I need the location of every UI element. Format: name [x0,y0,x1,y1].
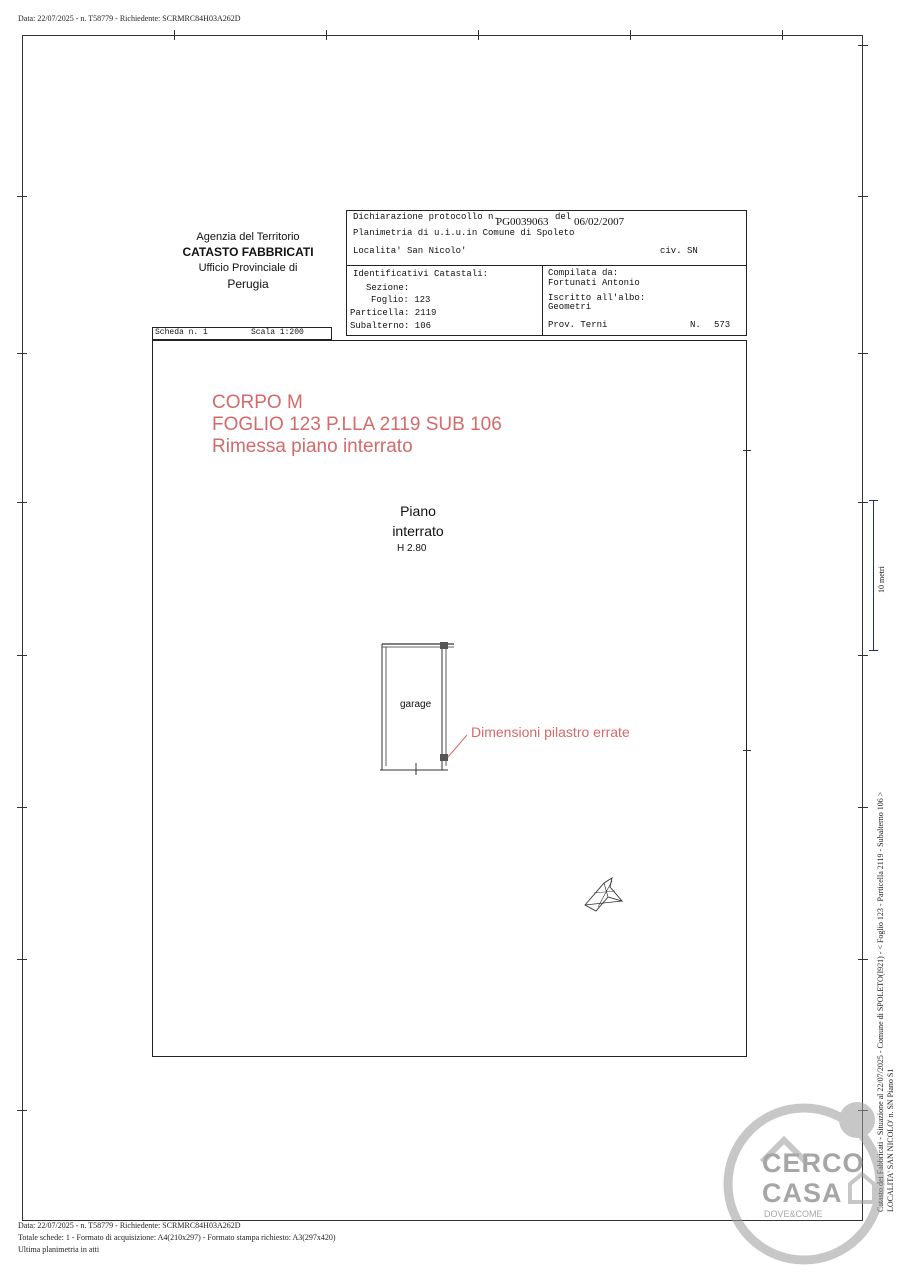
plan-red-title [212,392,502,458]
tick-right-6 [858,807,868,808]
footer-request-line: Data: 22/07/2025 - n. T58779 - Richiedente: SCRMRC84H03A262D [18,1221,241,1230]
plan-tick-right-2 [743,750,751,751]
scale-bar-label: 10 metri [877,566,886,593]
albo-value: Geometri [548,302,592,312]
tick-right-4 [858,502,868,503]
footer-format-line: Totale schede: 1 - Formato di acquisizione: A4(210x297) - Formato stampa richiesto: A3(297x420) [18,1233,336,1242]
corpo-label: CORPO M [212,392,303,413]
compilata-label: Compilata da: [548,268,619,278]
agency-name: Agenzia del Territorio [196,231,300,243]
tick-left-7 [17,1110,27,1111]
rimessa-label: Rimessa piano interrato [212,436,413,457]
tick-left-5 [17,807,27,808]
provincia: Prov. Terni [548,320,608,330]
interrato-word: interrato [392,523,444,539]
scheda-number: Scheda n. 1 [155,328,208,337]
tick-right-3 [858,353,868,354]
watermark-word-casa: CASA [762,1178,843,1208]
foglio: Foglio: 123 [371,295,431,305]
ufficio-label: Ufficio Provinciale di [198,262,298,274]
scala: Scala 1:200 [251,328,304,337]
plan-tick-right [743,450,751,451]
tick-left-6 [17,959,27,960]
albo-n-label: N. [690,320,701,330]
tick-top-1 [174,30,175,40]
civico: civ. SN [660,246,698,256]
catasto-title: CATASTO FABBRICATI [182,245,314,259]
watermark-word-cerco: CERCO [762,1148,865,1178]
declaration-vdivider [542,265,543,336]
planimetria-line: Planimetria di u.i.u.in Comune di Spoleto [353,228,575,238]
particella: Particella: 2119 [350,308,437,318]
protocol-label: Dichiarazione protocollo n. [353,212,499,222]
iscritto-label: Iscritto all'albo: [548,293,646,303]
subalterno: Subalterno: 106 [350,321,432,331]
piano-word: Piano [400,503,436,519]
tick-right-1 [858,45,868,46]
tick-right-5 [858,655,868,656]
frame-top [22,35,862,36]
ufficio-city: Perugia [227,277,269,291]
tick-right-7 [858,959,868,960]
header-request-line: Data: 22/07/2025 - n. T58779 - Richiedente: SCRMRC84H03A262D [18,14,241,23]
tick-right-2 [858,196,868,197]
protocol-number: PG0039063 [496,216,549,228]
frame-right [862,35,863,1220]
tick-left-3 [17,502,27,503]
protocol-date: 06/02/2007 [574,216,625,228]
agency-block [148,230,348,293]
scale-bar-bottom [869,650,878,651]
frame-left [22,35,23,1220]
tick-top-3 [478,30,479,40]
localita-line: Localita' San Nicolo' [353,246,467,256]
declaration-divider [346,265,747,266]
footer-last-plan-line: Ultima planimetria in atti [18,1245,100,1254]
pillar-annotation: Dimensioni pilastro errate [471,724,630,740]
height-label: H 2.80 [397,543,427,554]
identificativi-title: Identificativi Catastali: [353,269,489,279]
scale-bar [873,500,874,650]
tick-left-2 [17,353,27,354]
vertical-address-line: LOCALITA' SAN NICOLO' n. SN Piano S1 [886,1068,895,1212]
foglio-label: FOGLIO 123 P.LLA 2119 SUB 106 [212,414,502,435]
tick-left-4 [17,655,27,656]
vertical-situation-line: Catasto dei Fabbricati - Situazione al 22/07/2025 - Comune di SPOLETO(I921) - < Foglio 123 - Particella 2119 - Subalterno 106 > [876,791,885,1212]
tick-top-2 [326,30,327,40]
compiler-name: Fortunati Antonio [548,278,640,288]
piano-label [368,501,468,541]
protocol-date-label: del [555,212,572,222]
scale-bar-top [869,500,878,501]
tick-top-4 [630,30,631,40]
tick-left-1 [17,196,27,197]
tick-top-5 [782,30,783,40]
watermark-tagline: DOVE&COME [764,1209,823,1219]
sezione: Sezione: [366,283,410,293]
north-arrow-icon [582,873,627,913]
albo-n-value: 573 [714,320,731,330]
room-garage-label: garage [400,699,432,710]
